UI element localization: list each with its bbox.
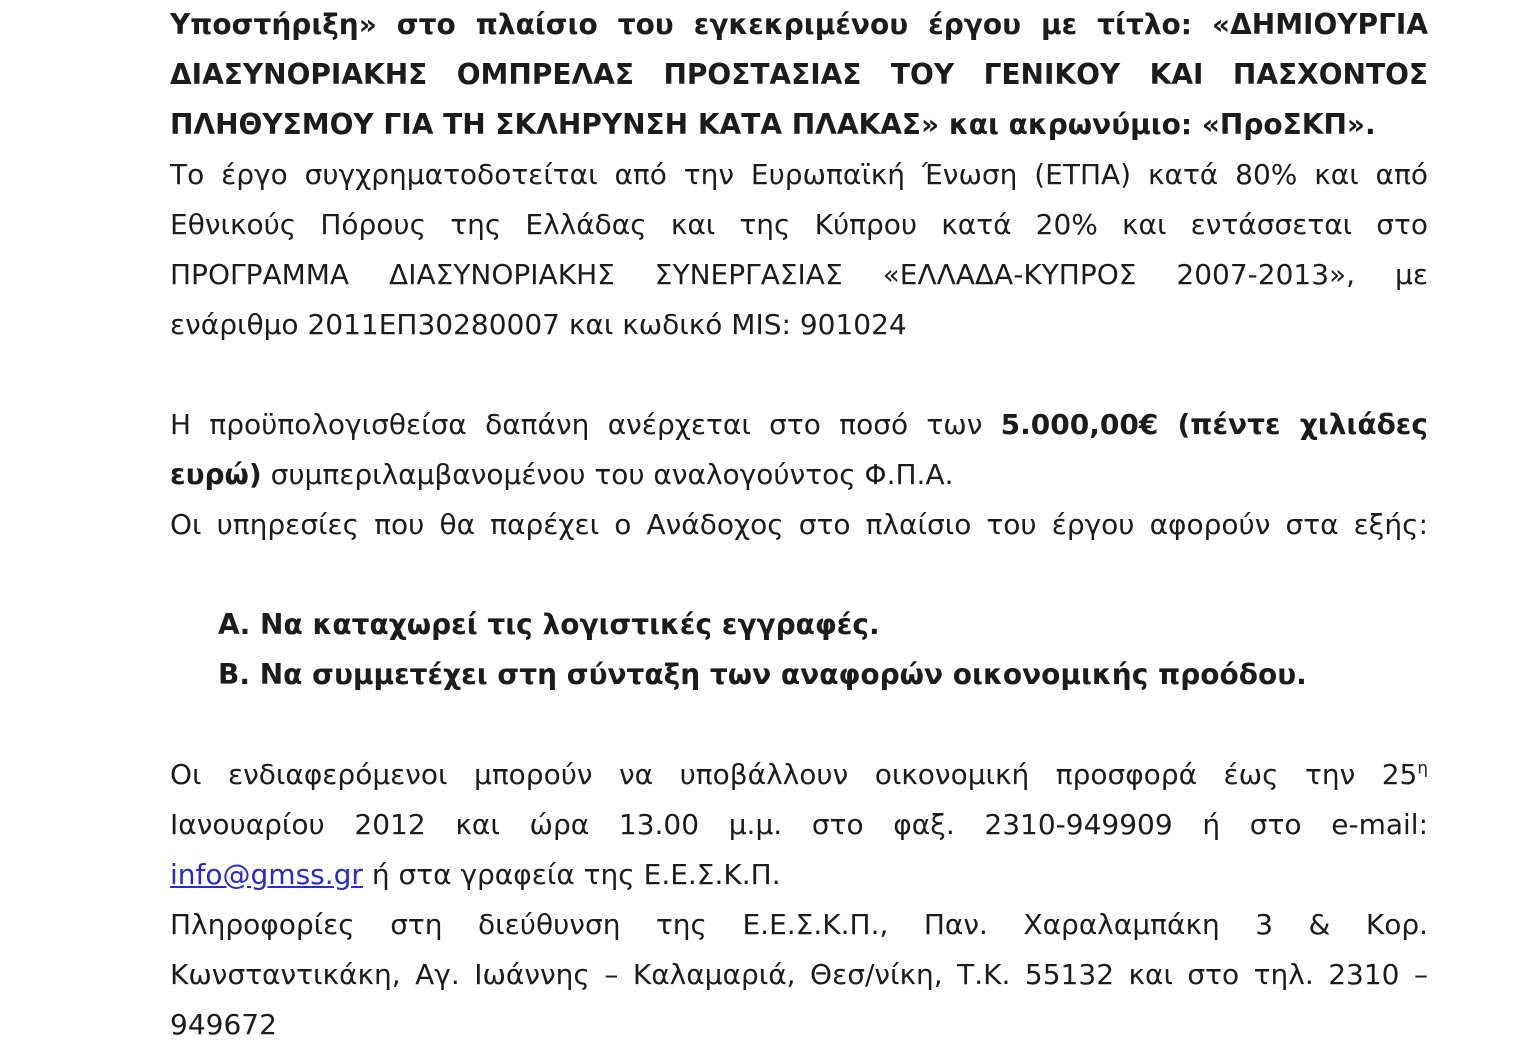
project-title-paragraph	[170, 0, 1428, 150]
text-segment: ή στα γραφεία της Ε.Ε.Σ.Κ.Π.	[362, 858, 781, 891]
text-line	[170, 950, 1428, 1000]
text-line	[170, 150, 1428, 200]
text-segment: ευρώ)	[170, 458, 262, 491]
text-line	[170, 50, 1428, 100]
text-segment: Η προϋπολογισθείσα δαπάνη ανέρχεται στο ποσό των	[170, 408, 1001, 441]
text-line	[170, 250, 1428, 300]
text-segment: Κωνσταντικάκη, Αγ. Ιωάννης – Καλαμαριά, Θεσ/νίκη, Τ.Κ. 55132 και στο τηλ. 2310 –	[170, 958, 1428, 991]
services-intro-paragraph	[170, 500, 1428, 550]
services-list	[170, 600, 1428, 700]
text-segment: Πληροφορίες στη διεύθυνση της Ε.Ε.Σ.Κ.Π., Παν. Χαραλαμπάκη 3 & Κορ.	[170, 908, 1428, 941]
text-line	[170, 450, 1428, 500]
text-line	[170, 300, 1428, 350]
text-line	[170, 500, 1428, 550]
funding-paragraph	[170, 150, 1428, 350]
text-segment: Οι υπηρεσίες που θα παρέχει ο Ανάδοχος στο πλαίσιο του έργου αφορούν στα εξής:	[170, 508, 1428, 541]
text-line	[170, 0, 1428, 50]
text-segment: Το έργο συγχρηματοδοτείται από την Ευρωπαϊκή Ένωση (ΕΤΠΑ) κατά 80% και από	[170, 158, 1428, 191]
text-line	[218, 600, 1428, 650]
text-segment: ΠΛΗΘΥΣΜΟΥ ΓΙΑ ΤΗ ΣΚΛΗΡΥΝΣΗ ΚΑΤΑ ΠΛΑΚΑΣ» και ακρωνύμιο: «ΠροΣΚΠ».	[170, 108, 1376, 141]
text-line	[170, 900, 1428, 950]
text-line	[170, 400, 1428, 450]
text-segment: 5.000,00€ (πέντε χιλιάδες	[1000, 408, 1428, 441]
document-body	[170, 0, 1428, 1050]
superscript-text: η	[1417, 757, 1428, 778]
text-segment: Α. Να καταχωρεί τις λογιστικές εγγραφές.	[218, 608, 880, 641]
text-line	[170, 800, 1428, 850]
text-segment: Υποστήριξη» στο πλαίσιο του εγκεκριμένου έργου με τίτλο: «ΔΗΜΙΟΥΡΓΙΑ	[170, 8, 1428, 41]
text-segment: Οι ενδιαφερόμενοι μπορούν να υποβάλλουν οικονομική προσφορά έως την 25	[170, 758, 1418, 791]
text-segment: Β. Να συμμετέχει στη σύνταξη των αναφορών οικονομικής προόδου.	[218, 658, 1307, 691]
text-segment	[1417, 758, 1428, 791]
text-line	[170, 1000, 1428, 1050]
text-line	[170, 750, 1428, 800]
text-segment: συμπεριλαμβανομένου του αναλογούντος Φ.Π.Α.	[261, 458, 954, 491]
text-line	[170, 100, 1428, 150]
text-segment: Ιανουαρίου 2012 και ώρα 13.00 μ.μ. στο φαξ. 2310-949909 ή στο e-mail:	[170, 808, 1428, 841]
contact-info-paragraph	[170, 900, 1428, 1050]
text-segment: ενάριθμο 2011ΕΠ30280007 και κωδικό MIS: 901024	[170, 308, 907, 341]
email-link[interactable]: info@gmss.gr	[170, 858, 363, 891]
text-line	[218, 650, 1428, 700]
text-segment: 949672	[170, 1008, 277, 1041]
text-line	[170, 850, 1428, 900]
text-line	[170, 200, 1428, 250]
text-segment: ΠΡΟΓΡΑΜΜΑ ΔΙΑΣΥΝΟΡΙΑΚΗΣ ΣΥΝΕΡΓΑΣΙΑΣ «ΕΛΛΑΔΑ-ΚΥΠΡΟΣ 2007-2013», με	[170, 258, 1428, 291]
text-segment: Εθνικούς Πόρους της Ελλάδας και της Κύπρου κατά 20% και εντάσσεται στο	[170, 208, 1428, 241]
budget-paragraph	[170, 400, 1428, 500]
text-segment: ΔΙΑΣΥΝΟΡΙΑΚΗΣ ΟΜΠΡΕΛΑΣ ΠΡΟΣΤΑΣΙΑΣ ΤΟΥ ΓΕΝΙΚΟΥ ΚΑΙ ΠΑΣΧΟΝΤΟΣ	[170, 58, 1428, 91]
submission-paragraph	[170, 750, 1428, 900]
